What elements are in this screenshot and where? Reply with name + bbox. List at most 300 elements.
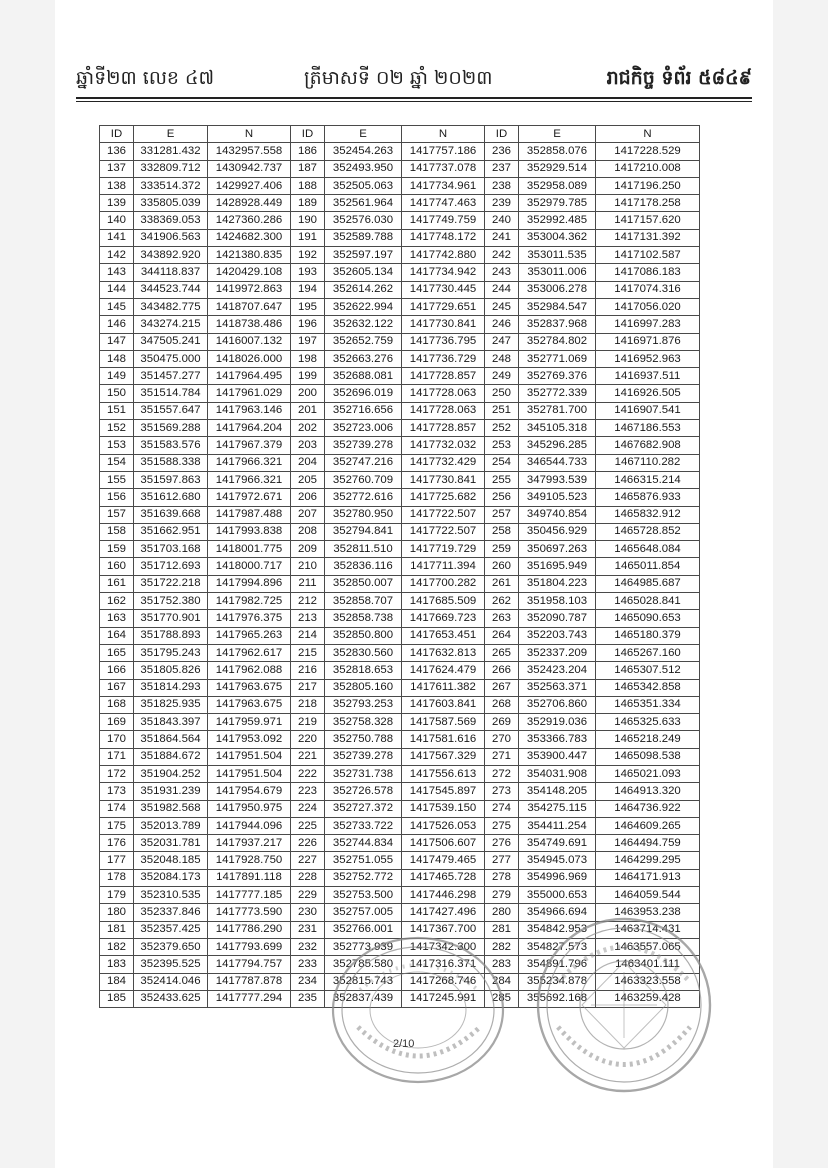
cell-northing: 1432957.558: [208, 143, 291, 160]
page-header: [76, 62, 752, 96]
cell-northing: 1417711.394: [402, 558, 485, 575]
cell-id: 172: [100, 765, 134, 782]
cell-northing: 1416907.541: [596, 402, 700, 419]
table-row: [100, 489, 700, 506]
cell-northing: 1417700.282: [402, 575, 485, 592]
cell-easting: 352433.625: [134, 990, 208, 1007]
cell-easting: 352858.738: [325, 610, 402, 627]
cell-northing: 1417086.183: [596, 264, 700, 281]
cell-northing: 1465267.160: [596, 644, 700, 661]
cell-id: 208: [291, 523, 325, 540]
cell-northing: 1417950.975: [208, 800, 291, 817]
cell-easting: 352818.653: [325, 662, 402, 679]
cell-easting: 345296.285: [519, 437, 596, 454]
cell-easting: 352758.328: [325, 714, 402, 731]
cell-northing: 1417773.590: [208, 904, 291, 921]
coordinates-table: [99, 125, 700, 1008]
cell-id: 191: [291, 229, 325, 246]
cell-id: 150: [100, 385, 134, 402]
cell-id: 239: [485, 195, 519, 212]
cell-easting: 352505.063: [325, 177, 402, 194]
table-row: [100, 195, 700, 212]
cell-easting: 353366.783: [519, 731, 596, 748]
cell-easting: 352723.006: [325, 420, 402, 437]
cell-easting: 353011.535: [519, 247, 596, 264]
cell-northing: 1465307.512: [596, 662, 700, 679]
cell-id: 232: [291, 938, 325, 955]
cell-easting: 352084.173: [134, 869, 208, 886]
cell-id: 173: [100, 783, 134, 800]
cell-easting: 352780.950: [325, 506, 402, 523]
table-row: [100, 558, 700, 575]
table-row: [100, 644, 700, 661]
cell-northing: 1463714.431: [596, 921, 700, 938]
table-row: [100, 471, 700, 488]
cell-easting: 352414.046: [134, 973, 208, 990]
cell-id: 283: [485, 956, 519, 973]
table-row: [100, 610, 700, 627]
cell-id: 140: [100, 212, 134, 229]
cell-northing: 1417748.172: [402, 229, 485, 246]
table-row: [100, 281, 700, 298]
cell-id: 164: [100, 627, 134, 644]
cell-easting: 351712.693: [134, 558, 208, 575]
cell-easting: 352805.160: [325, 679, 402, 696]
cell-id: 273: [485, 783, 519, 800]
table-row: [100, 783, 700, 800]
cell-id: 261: [485, 575, 519, 592]
cell-easting: 351804.223: [519, 575, 596, 592]
cell-easting: 352769.376: [519, 368, 596, 385]
cell-northing: 1417611.382: [402, 679, 485, 696]
cell-northing: 1417937.217: [208, 835, 291, 852]
cell-northing: 1417157.620: [596, 212, 700, 229]
cell-northing: 1417777.185: [208, 887, 291, 904]
cell-easting: 352858.076: [519, 143, 596, 160]
cell-northing: 1465648.084: [596, 541, 700, 558]
cell-id: 198: [291, 350, 325, 367]
cell-id: 242: [485, 247, 519, 264]
cell-easting: 352696.019: [325, 385, 402, 402]
cell-northing: 1417962.088: [208, 662, 291, 679]
cell-northing: 1467110.282: [596, 454, 700, 471]
cell-id: 228: [291, 869, 325, 886]
cell-easting: 352454.263: [325, 143, 402, 160]
cell-easting: 354966.694: [519, 904, 596, 921]
cell-id: 181: [100, 921, 134, 938]
cell-id: 159: [100, 541, 134, 558]
table-row: [100, 506, 700, 523]
cell-id: 153: [100, 437, 134, 454]
cell-easting: 351612.680: [134, 489, 208, 506]
cell-northing: 1417736.795: [402, 333, 485, 350]
cell-easting: 353011.006: [519, 264, 596, 281]
table-row: [100, 316, 700, 333]
cell-easting: 344118.837: [134, 264, 208, 281]
cell-northing: 1416971.876: [596, 333, 700, 350]
cell-easting: 335805.039: [134, 195, 208, 212]
cell-easting: 347505.241: [134, 333, 208, 350]
cell-easting: 352781.700: [519, 402, 596, 419]
cell-id: 266: [485, 662, 519, 679]
cell-id: 203: [291, 437, 325, 454]
cell-id: 175: [100, 817, 134, 834]
cell-northing: 1417777.294: [208, 990, 291, 1007]
cell-northing: 1417556.613: [402, 765, 485, 782]
cell-id: 163: [100, 610, 134, 627]
cell-northing: 1416937.511: [596, 368, 700, 385]
cell-id: 160: [100, 558, 134, 575]
table-row: [100, 350, 700, 367]
cell-id: 147: [100, 333, 134, 350]
cell-northing: 1417951.504: [208, 765, 291, 782]
cell-easting: 352563.371: [519, 679, 596, 696]
cell-id: 182: [100, 938, 134, 955]
cell-northing: 1417794.757: [208, 956, 291, 973]
cell-id: 241: [485, 229, 519, 246]
cell-id: 248: [485, 350, 519, 367]
cell-easting: 338369.053: [134, 212, 208, 229]
table-row: [100, 523, 700, 540]
cell-easting: 351583.576: [134, 437, 208, 454]
cell-easting: 350456.929: [519, 523, 596, 540]
cell-easting: 350475.000: [134, 350, 208, 367]
cell-id: 216: [291, 662, 325, 679]
cell-id: 154: [100, 454, 134, 471]
cell-easting: 352811.510: [325, 541, 402, 558]
cell-easting: 350697.263: [519, 541, 596, 558]
cell-easting: 351805.826: [134, 662, 208, 679]
cell-northing: 1417787.878: [208, 973, 291, 990]
cell-northing: 1417728.063: [402, 402, 485, 419]
cell-easting: 354411.254: [519, 817, 596, 834]
cell-id: 192: [291, 247, 325, 264]
cell-northing: 1417747.463: [402, 195, 485, 212]
cell-easting: 352614.262: [325, 281, 402, 298]
cell-easting: 351597.863: [134, 471, 208, 488]
cell-northing: 1417730.841: [402, 316, 485, 333]
cell-easting: 352772.616: [325, 489, 402, 506]
cell-easting: 351825.935: [134, 696, 208, 713]
cell-id: 237: [485, 160, 519, 177]
cell-easting: 352919.036: [519, 714, 596, 731]
cell-id: 144: [100, 281, 134, 298]
cell-easting: 351931.239: [134, 783, 208, 800]
cell-easting: 352958.089: [519, 177, 596, 194]
header-volume-issue: ឆ្នាំទី២៣ លេខ ៤៧: [76, 67, 215, 89]
cell-northing: 1417959.971: [208, 714, 291, 731]
cell-id: 205: [291, 471, 325, 488]
cell-northing: 1417732.032: [402, 437, 485, 454]
cell-northing: 1417966.321: [208, 454, 291, 471]
cell-northing: 1417728.857: [402, 368, 485, 385]
cell-id: 259: [485, 541, 519, 558]
cell-id: 218: [291, 696, 325, 713]
cell-northing: 1417742.880: [402, 247, 485, 264]
cell-northing: 1416926.505: [596, 385, 700, 402]
cell-northing: 1417730.841: [402, 471, 485, 488]
cell-easting: 354827.573: [519, 938, 596, 955]
cell-easting: 343482.775: [134, 298, 208, 315]
cell-northing: 1417732.429: [402, 454, 485, 471]
cell-id: 267: [485, 679, 519, 696]
cell-easting: 332809.712: [134, 160, 208, 177]
cell-id: 185: [100, 990, 134, 1007]
cell-id: 187: [291, 160, 325, 177]
cell-easting: 351514.784: [134, 385, 208, 402]
table-row: [100, 177, 700, 194]
cell-northing: 1417624.479: [402, 662, 485, 679]
cell-easting: 351788.893: [134, 627, 208, 644]
cell-id: 214: [291, 627, 325, 644]
cell-northing: 1417587.569: [402, 714, 485, 731]
cell-id: 176: [100, 835, 134, 852]
cell-id: 224: [291, 800, 325, 817]
cell-easting: 351557.647: [134, 402, 208, 419]
cell-northing: 1430942.737: [208, 160, 291, 177]
cell-easting: 352310.535: [134, 887, 208, 904]
cell-easting: 351588.338: [134, 454, 208, 471]
cell-northing: 1417963.675: [208, 679, 291, 696]
cell-id: 149: [100, 368, 134, 385]
cell-id: 282: [485, 938, 519, 955]
cell-id: 258: [485, 523, 519, 540]
table-row: [100, 541, 700, 558]
cell-easting: 352379.650: [134, 938, 208, 955]
cell-northing: 1417961.029: [208, 385, 291, 402]
cell-northing: 1417342.300: [402, 938, 485, 955]
cell-easting: 352203.743: [519, 627, 596, 644]
header-rule: [76, 97, 752, 99]
cell-id: 244: [485, 281, 519, 298]
cell-easting: 354275.115: [519, 800, 596, 817]
cell-id: 234: [291, 973, 325, 990]
column-header: ID: [485, 126, 519, 143]
table-row: [100, 143, 700, 160]
cell-id: 137: [100, 160, 134, 177]
cell-easting: 352357.425: [134, 921, 208, 938]
cell-id: 233: [291, 956, 325, 973]
cell-northing: 1464299.295: [596, 852, 700, 869]
cell-easting: 352739.278: [325, 437, 402, 454]
cell-easting: 352048.185: [134, 852, 208, 869]
cell-id: 265: [485, 644, 519, 661]
cell-northing: 1417963.675: [208, 696, 291, 713]
cell-id: 229: [291, 887, 325, 904]
cell-northing: 1417953.092: [208, 731, 291, 748]
cell-northing: 1420429.108: [208, 264, 291, 281]
cell-northing: 1417987.488: [208, 506, 291, 523]
cell-northing: 1417734.942: [402, 264, 485, 281]
cell-easting: 351982.568: [134, 800, 208, 817]
cell-id: 225: [291, 817, 325, 834]
cell-easting: 351864.564: [134, 731, 208, 748]
cell-easting: 354842.953: [519, 921, 596, 938]
cell-id: 255: [485, 471, 519, 488]
cell-id: 201: [291, 402, 325, 419]
cell-id: 278: [485, 869, 519, 886]
cell-id: 174: [100, 800, 134, 817]
cell-easting: 352837.968: [519, 316, 596, 333]
cell-id: 274: [485, 800, 519, 817]
table-row: [100, 627, 700, 644]
cell-northing: 1418000.717: [208, 558, 291, 575]
cell-id: 251: [485, 402, 519, 419]
cell-easting: 352493.950: [325, 160, 402, 177]
cell-id: 221: [291, 748, 325, 765]
cell-id: 212: [291, 593, 325, 610]
table-row: [100, 662, 700, 679]
cell-easting: 352850.007: [325, 575, 402, 592]
cell-northing: 1417963.146: [208, 402, 291, 419]
cell-id: 223: [291, 783, 325, 800]
cell-northing: 1417972.671: [208, 489, 291, 506]
cell-id: 284: [485, 973, 519, 990]
cell-id: 189: [291, 195, 325, 212]
table-row: [100, 385, 700, 402]
cell-id: 146: [100, 316, 134, 333]
cell-northing: 1417603.841: [402, 696, 485, 713]
cell-northing: 1417196.250: [596, 177, 700, 194]
cell-northing: 1464913.320: [596, 783, 700, 800]
cell-northing: 1417632.813: [402, 644, 485, 661]
cell-northing: 1465218.249: [596, 731, 700, 748]
table-row: [100, 679, 700, 696]
table-row: [100, 264, 700, 281]
cell-easting: 352727.372: [325, 800, 402, 817]
table-row: [100, 765, 700, 782]
column-header: E: [519, 126, 596, 143]
column-header: N: [402, 126, 485, 143]
cell-id: 165: [100, 644, 134, 661]
cell-easting: 352850.800: [325, 627, 402, 644]
cell-easting: 354749.691: [519, 835, 596, 852]
cell-northing: 1424682.300: [208, 229, 291, 246]
table-row: [100, 731, 700, 748]
cell-id: 262: [485, 593, 519, 610]
cell-easting: 352597.197: [325, 247, 402, 264]
cell-easting: 352337.209: [519, 644, 596, 661]
cell-id: 139: [100, 195, 134, 212]
cell-easting: 352337.846: [134, 904, 208, 921]
table-header: [100, 126, 700, 143]
cell-id: 276: [485, 835, 519, 852]
cell-id: 136: [100, 143, 134, 160]
cell-northing: 1417793.699: [208, 938, 291, 955]
cell-id: 152: [100, 420, 134, 437]
cell-easting: 351722.218: [134, 575, 208, 592]
cell-northing: 1465028.841: [596, 593, 700, 610]
cell-northing: 1417728.857: [402, 420, 485, 437]
cell-easting: 352663.276: [325, 350, 402, 367]
cell-id: 211: [291, 575, 325, 592]
cell-easting: 352576.030: [325, 212, 402, 229]
cell-northing: 1417786.290: [208, 921, 291, 938]
cell-easting: 351457.277: [134, 368, 208, 385]
cell-id: 183: [100, 956, 134, 973]
cell-northing: 1417928.750: [208, 852, 291, 869]
cell-easting: 346544.733: [519, 454, 596, 471]
table-row: [100, 454, 700, 471]
cell-id: 142: [100, 247, 134, 264]
cell-easting: 352013.789: [134, 817, 208, 834]
cell-id: 227: [291, 852, 325, 869]
cell-id: 269: [485, 714, 519, 731]
cell-easting: 352605.134: [325, 264, 402, 281]
cell-northing: 1463323.558: [596, 973, 700, 990]
cell-easting: 355000.653: [519, 887, 596, 904]
cell-northing: 1417479.465: [402, 852, 485, 869]
cell-northing: 1416007.132: [208, 333, 291, 350]
cell-easting: 352716.656: [325, 402, 402, 419]
cell-easting: 352815.743: [325, 973, 402, 990]
cell-easting: 352731.738: [325, 765, 402, 782]
cell-id: 256: [485, 489, 519, 506]
cell-northing: 1421380.835: [208, 247, 291, 264]
cell-id: 279: [485, 887, 519, 904]
cell-id: 252: [485, 420, 519, 437]
cell-id: 210: [291, 558, 325, 575]
cell-easting: 351662.951: [134, 523, 208, 540]
cell-northing: 1417506.607: [402, 835, 485, 852]
cell-northing: 1418026.000: [208, 350, 291, 367]
cell-northing: 1417728.063: [402, 385, 485, 402]
cell-northing: 1417962.617: [208, 644, 291, 661]
table-row: [100, 800, 700, 817]
cell-id: 271: [485, 748, 519, 765]
column-header: N: [208, 126, 291, 143]
cell-easting: 347993.539: [519, 471, 596, 488]
cell-easting: 352760.709: [325, 471, 402, 488]
cell-northing: 1417730.445: [402, 281, 485, 298]
cell-id: 180: [100, 904, 134, 921]
cell-id: 257: [485, 506, 519, 523]
table-row: [100, 437, 700, 454]
cell-id: 246: [485, 316, 519, 333]
cell-id: 281: [485, 921, 519, 938]
cell-northing: 1417729.651: [402, 298, 485, 315]
cell-easting: 345105.318: [519, 420, 596, 437]
cell-northing: 1417446.298: [402, 887, 485, 904]
cell-id: 226: [291, 835, 325, 852]
cell-easting: 351843.397: [134, 714, 208, 731]
cell-easting: 352773.939: [325, 938, 402, 955]
cell-id: 161: [100, 575, 134, 592]
cell-id: 263: [485, 610, 519, 627]
cell-id: 240: [485, 212, 519, 229]
cell-id: 166: [100, 662, 134, 679]
cell-northing: 1417102.587: [596, 247, 700, 264]
cell-northing: 1417228.529: [596, 143, 700, 160]
cell-northing: 1417966.321: [208, 471, 291, 488]
cell-id: 238: [485, 177, 519, 194]
cell-id: 193: [291, 264, 325, 281]
cell-northing: 1465090.653: [596, 610, 700, 627]
cell-easting: 353900.447: [519, 748, 596, 765]
table-row: [100, 212, 700, 229]
cell-id: 204: [291, 454, 325, 471]
table-row: [100, 869, 700, 886]
cell-id: 177: [100, 852, 134, 869]
cell-easting: 355234.878: [519, 973, 596, 990]
table-row: [100, 575, 700, 592]
cell-id: 155: [100, 471, 134, 488]
cell-northing: 1463557.065: [596, 938, 700, 955]
cell-northing: 1418738.486: [208, 316, 291, 333]
cell-easting: 351814.293: [134, 679, 208, 696]
cell-id: 195: [291, 298, 325, 315]
cell-easting: 352772.339: [519, 385, 596, 402]
